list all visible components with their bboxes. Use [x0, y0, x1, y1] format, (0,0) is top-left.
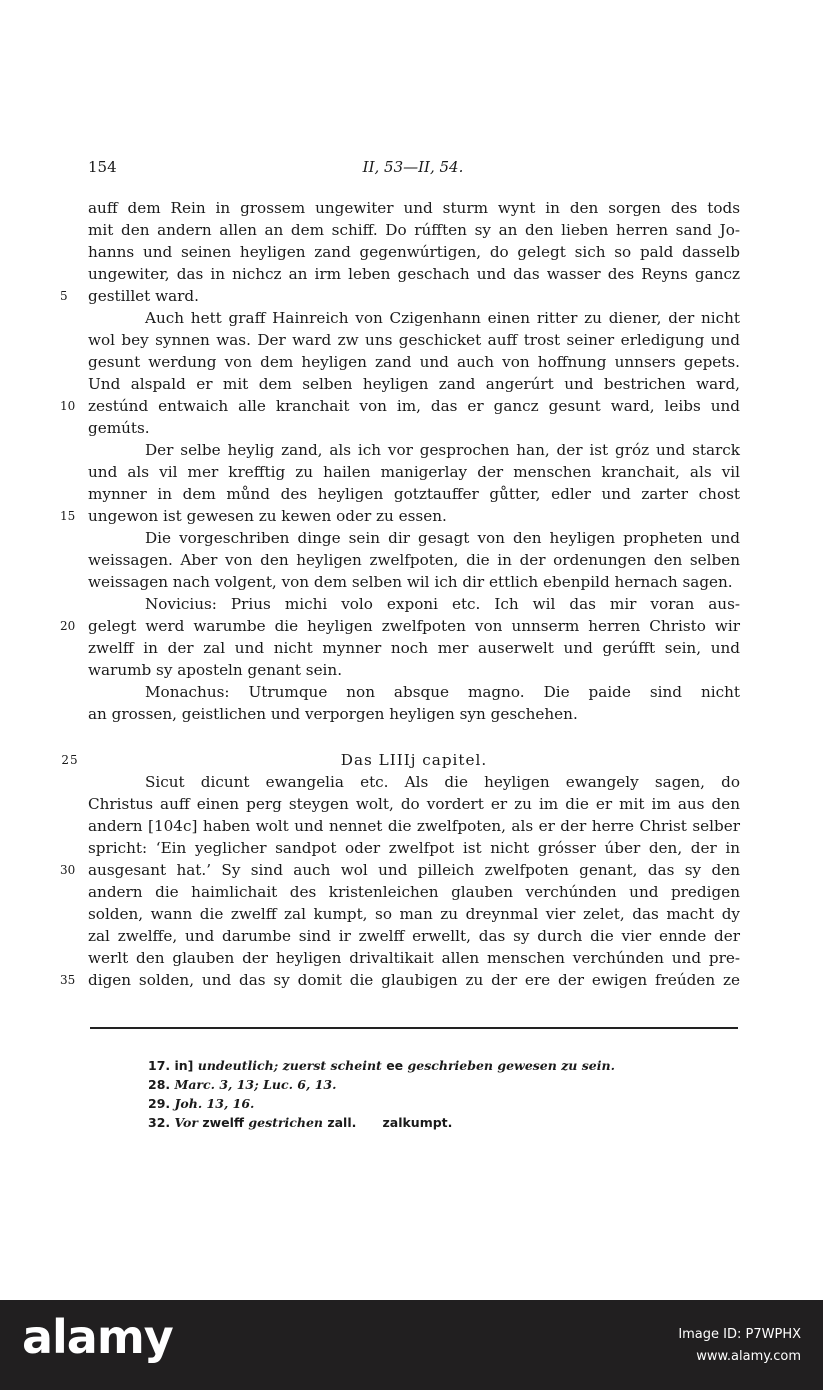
- line-text: gestillet ward.: [88, 287, 199, 305]
- line-text: und als vil mer krefftig zu hailen manigerlay der menschen kranchait, als vil: [88, 463, 740, 481]
- line-text: weissagen nach volgent, von dem selben wil ich dir ettlich ebenpild hernach sagen.: [88, 573, 733, 591]
- text-line: [60, 285, 740, 307]
- text-line: [60, 505, 740, 527]
- text-line: [88, 549, 740, 571]
- line-text: Monachus: Utrumque non absque magno. Die paide sind nicht: [145, 683, 740, 701]
- text-line: [88, 903, 740, 925]
- line-text: hanns und seinen heyligen zand gegenwúrtigen, do gelegt sich so pald dasselb: [88, 243, 740, 261]
- line-text: gemúts.: [88, 419, 150, 437]
- text-line: [88, 703, 740, 725]
- text-line: [88, 659, 740, 681]
- line-text: Sicut dicunt ewangelia etc. Als die heyligen ewangely sagen, do: [145, 773, 740, 791]
- image-id: Image ID: P7WPHX: [678, 1327, 801, 1342]
- text-line: [88, 681, 740, 703]
- line-text: Christus auff einen perg steygen wolt, do vordert er zu im die er mit im aus den: [88, 795, 740, 813]
- footnote-segment: 29.: [148, 1096, 175, 1111]
- footnote-segment: Vor: [174, 1115, 198, 1130]
- line-text: andern die haimlichait des kristenleichen glauben verchúnden und predigen: [88, 883, 740, 901]
- line-text: Die vorgeschriben dinge sein dir gesagt von den heyligen propheten und: [145, 529, 740, 547]
- line-text: digen solden, und das sy domit die glaubigen zu der ere der ewigen freúden ze: [88, 971, 740, 989]
- line-text: weissagen. Aber von den heyligen zwelfpoten, die in der ordenungen den selben: [88, 551, 740, 569]
- line-text: zal zwelffe, und darumbe sind ir zwelff erwellt, das sy durch die vier ennde der: [88, 927, 740, 945]
- line-number: 35: [60, 973, 76, 987]
- text-line: [88, 307, 740, 329]
- text-line: [60, 969, 740, 991]
- footnote-divider: [90, 1027, 738, 1029]
- line-text: solden, wann die zwelff zal kumpt, so man zu dreynmal vier zelet, das macht dy: [88, 905, 740, 923]
- line-text: gesunt werdung von dem heyligen zand und auch von hoffnung unnsers gepets.: [88, 353, 740, 371]
- text-line: [88, 241, 740, 263]
- text-line: [88, 197, 740, 219]
- line-number: 30: [60, 863, 76, 877]
- alamy-logo: alamy: [22, 1310, 173, 1364]
- text-line: [88, 593, 740, 615]
- footnote-segment: Marc. 3, 13; Luc. 6, 13.: [174, 1077, 337, 1092]
- line-text: warumb sy aposteln genant sein.: [88, 661, 343, 679]
- text-line: [88, 571, 740, 593]
- line-text: auff dem Rein in grossem ungewiter und sturm wynt in den sorgen des tods: [88, 199, 740, 217]
- footnote: [148, 1056, 615, 1075]
- footnote-segment: Joh. 13, 16.: [174, 1096, 255, 1111]
- line-text: Das LIIIj capitel.: [340, 751, 488, 769]
- line-number: 15: [60, 509, 76, 523]
- line-number: 20: [60, 619, 76, 633]
- text-line: [88, 219, 740, 241]
- footnote-segment: gestrichen: [248, 1115, 323, 1130]
- text-line: [88, 881, 740, 903]
- text-line: [60, 615, 740, 637]
- footnote-segment: 32.: [148, 1115, 175, 1130]
- line-text: andern [104c] haben wolt und nennet die zwelfpoten, als er der herre Christ selber: [88, 817, 740, 835]
- line-text: zwelff in der zal und nicht mynner noch mer auserwelt und gerúfft sein, und: [88, 639, 740, 657]
- line-text: Und alspald er mit dem selben heyligen zand angerúrt und bestrichen ward,: [88, 375, 740, 393]
- line-text: spricht: ‘Ein yeglicher sandpot oder zwelfpot ist nicht grósser úber den, der in: [88, 839, 740, 857]
- text-line: [88, 815, 740, 837]
- footnote: [148, 1113, 615, 1132]
- running-title: II, 53—II, 54.: [362, 158, 464, 176]
- page-header: [88, 158, 738, 180]
- line-text: werlt den glauben der heyligen drivaltikait allen menschen verchúnden und pre-: [88, 949, 740, 967]
- line-text: wol bey synnen was. Der ward zw uns geschicket auff trost seiner erledigung und: [88, 331, 740, 349]
- text-line: [88, 329, 740, 351]
- text-line: [60, 859, 740, 881]
- line-number: 25: [61, 753, 79, 767]
- footnote-segment: zall. zalkumpt.: [323, 1115, 453, 1130]
- footnotes: [148, 1056, 615, 1132]
- line-text: Novicius: Prius michi volo exponi etc. Ich wil das mir voran aus-: [145, 595, 740, 613]
- footnote-segment: zwelff: [197, 1115, 249, 1130]
- chapter-heading: [61, 749, 740, 771]
- line-number: 10: [60, 399, 76, 413]
- line-text: ungewiter, das in nichcz an irm leben geschach und das wasser des Reyns gancz: [88, 265, 740, 283]
- text-line: [88, 527, 740, 549]
- line-text: Auch hett graff Hainreich von Czigenhann einen ritter zu diener, der nicht: [145, 309, 740, 327]
- text-line: [88, 837, 740, 859]
- page-number: 154: [88, 158, 117, 176]
- line-text: ungewon ist gewesen zu kewen oder zu essen.: [88, 507, 447, 525]
- text-line: [88, 439, 740, 461]
- text-line: [88, 263, 740, 285]
- text-line: [88, 417, 740, 439]
- text-line: [88, 373, 740, 395]
- text-line: [88, 793, 740, 815]
- text-line: [60, 395, 740, 417]
- line-text: mit den andern allen an dem schiff. Do rúfften sy an den lieben herren sand Jo-: [88, 221, 740, 239]
- line-text: an grossen, geistlichen und verporgen heyligen syn geschehen.: [88, 705, 578, 723]
- footnote: [148, 1075, 615, 1094]
- line-text: ausgesant hat.’ Sy sind auch wol und pilleich zwelfpoten genant, das sy den: [88, 861, 740, 879]
- line-text: Der selbe heylig zand, als ich vor gesprochen han, der ist gróz und starck: [145, 441, 740, 459]
- image-info: [678, 1324, 801, 1368]
- site-url: www.alamy.com: [696, 1349, 801, 1364]
- body-text: [60, 197, 740, 991]
- footnote-segment: 28.: [148, 1077, 175, 1092]
- text-line: [88, 351, 740, 373]
- text-line: [88, 461, 740, 483]
- line-number: 5: [60, 289, 68, 303]
- footnote-segment: geschrieben gewesen zu sein.: [407, 1058, 615, 1073]
- footnote-segment: undeutlich; zuerst scheint: [197, 1058, 382, 1073]
- watermark-bar: [0, 1300, 823, 1390]
- line-text: mynner in dem můnd des heyligen gotztauffer gůtter, edler und zarter chost: [88, 485, 740, 503]
- text-line: [88, 925, 740, 947]
- footnote-segment: 17. in]: [148, 1058, 198, 1073]
- text-line: [88, 483, 740, 505]
- line-text: zestúnd entwaich alle kranchait von im, das er gancz gesunt ward, leibs und: [88, 397, 740, 415]
- footnote-segment: ee: [381, 1058, 408, 1073]
- footnote: [148, 1094, 615, 1113]
- text-line: [88, 771, 740, 793]
- text-line: [88, 947, 740, 969]
- text-line: [88, 637, 740, 659]
- line-text: gelegt werd warumbe die heyligen zwelfpoten von unnserm herren Christo wir: [88, 617, 740, 635]
